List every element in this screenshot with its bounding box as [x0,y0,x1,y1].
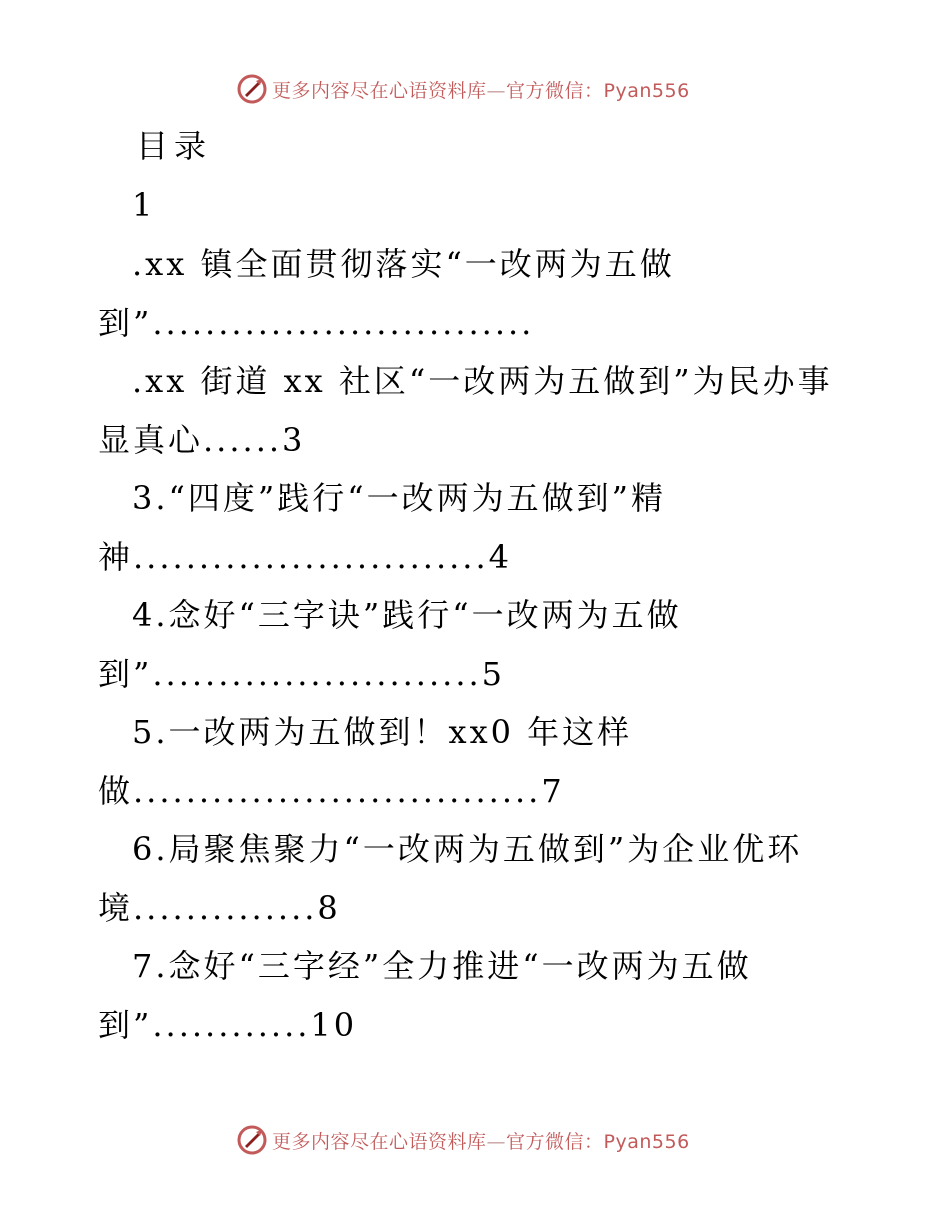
toc-entry-3-line-1: 3.“四度”践行“一改两为五做到”精 [132,479,666,517]
toc-entry-2-line-2: 显真心......3 [98,421,306,459]
toc-entry-6-line-1: 6.局聚焦聚力“一改两为五做到”为企业优环 [132,830,803,868]
toc-number-line: 1 [132,186,156,224]
toc-entry-2-line-1: .xx 街道 xx 社区“一改两为五做到”为民办事 [132,362,833,400]
toc-entry-7-line-1: 7.念好“三字经”全力推进“一改两为五做 [132,947,752,985]
pen-logo-icon [236,1124,268,1156]
toc-entry-5-line-1: 5.一改两为五做到！xx0 年这样 [132,713,633,751]
toc-entry-1-line-2: 到”............................. [98,304,535,342]
toc-entry-4-line-2: 到”.........................5 [98,655,506,693]
watermark-text: 更多内容尽在心语资料库—官方微信：Pyan556 [272,1130,690,1153]
toc-entry-5-line-2: 做...............................7 [98,772,565,810]
watermark-text: 更多内容尽在心语资料库—官方微信：Pyan556 [272,79,690,102]
toc-entry-4-line-1: 4.念好“三字诀”践行“一改两为五做 [132,596,682,634]
toc-title: 目录 [136,127,213,165]
footer-watermark [236,1123,690,1157]
toc-entry-6-line-2: 境..............8 [98,889,341,927]
header-watermark [236,72,690,106]
toc-entry-3-line-2: 神...........................4 [98,538,513,576]
pen-logo-icon [236,73,268,105]
toc-entry-1-line-1: .xx 镇全面贯彻落实“一改两为五做 [132,245,675,283]
toc-entry-7-line-2: 到”............10 [98,1006,358,1044]
